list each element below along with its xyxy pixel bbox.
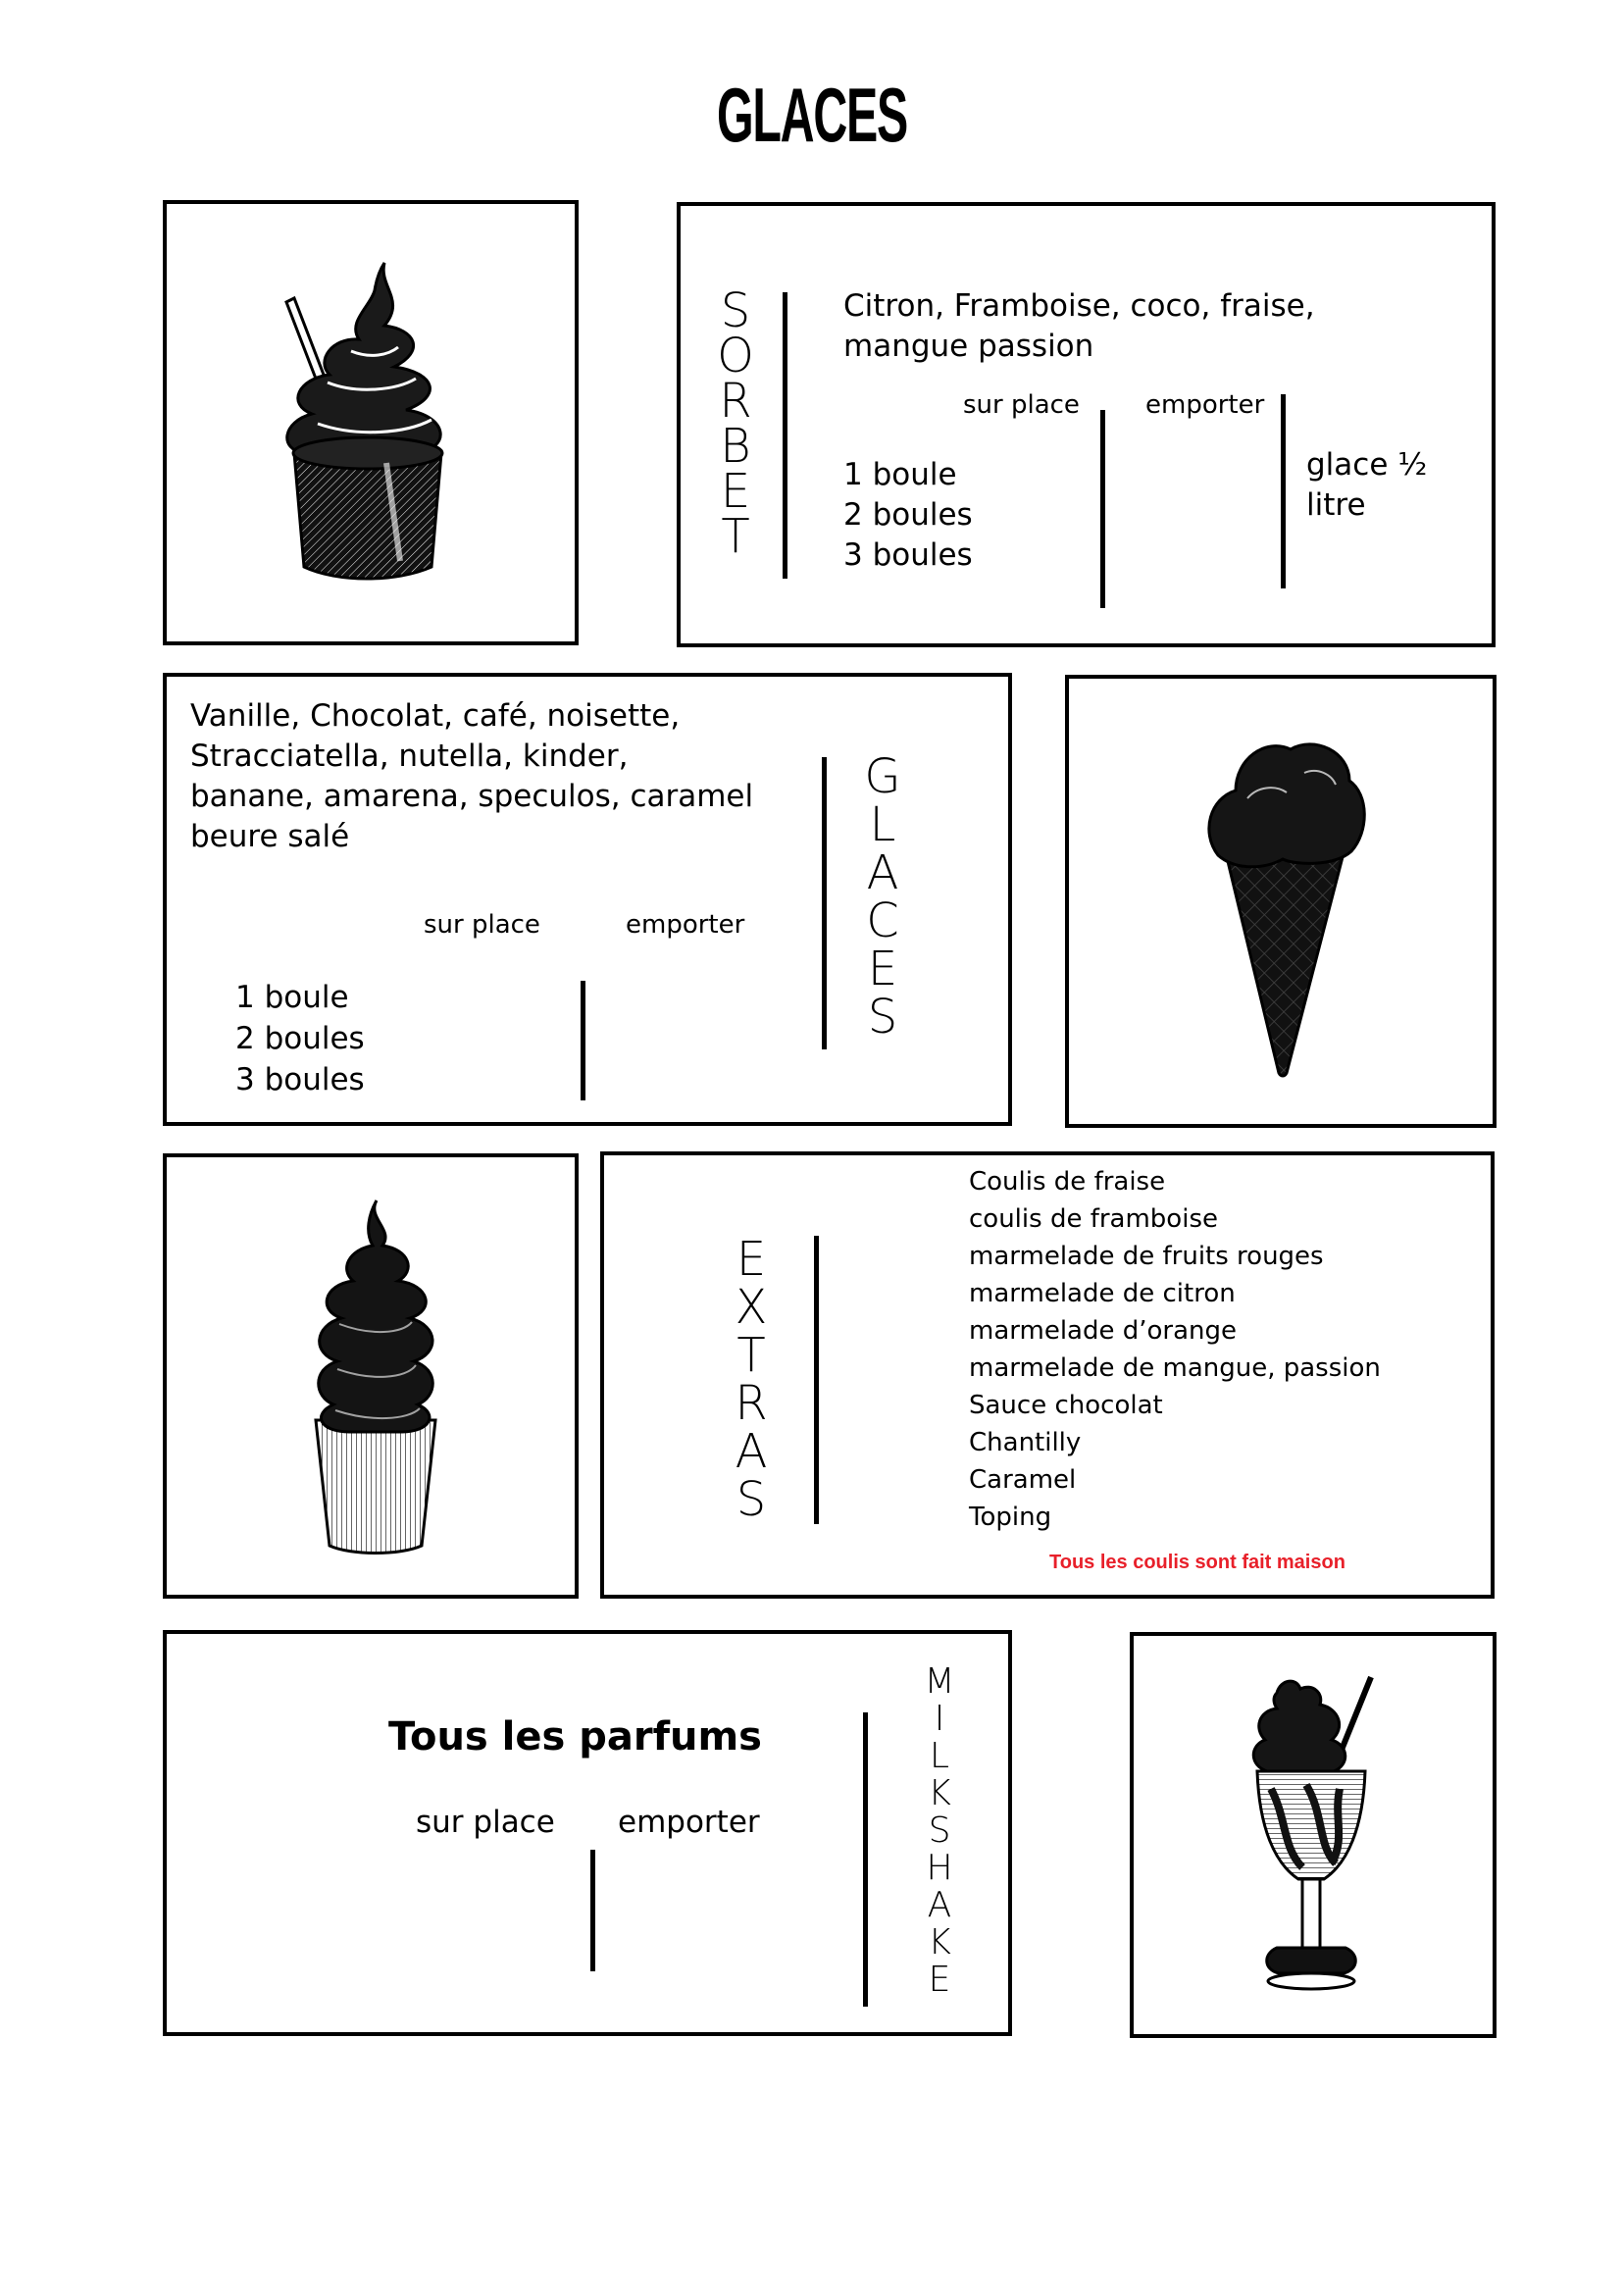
flavors-line: Vanille, Chocolat, café, noisette,: [190, 698, 681, 734]
sorbet-divider: [783, 292, 787, 579]
label-letter: T: [736, 1328, 766, 1383]
flavors-line: mangue passion: [843, 329, 1094, 364]
label-letter: K: [928, 1773, 951, 1813]
label-letter: E: [720, 464, 751, 519]
glaces-menu-box: [163, 673, 1012, 1126]
label-letter: E: [736, 1232, 767, 1287]
label-letter: A: [927, 1885, 952, 1925]
col-sur-place: sur place: [963, 390, 1080, 420]
milkshake-menu-box: [163, 1630, 1012, 2036]
label-letter: L: [869, 797, 896, 852]
size-item: 2 boules: [235, 1021, 365, 1056]
label-letter: C: [866, 893, 899, 948]
half-liter-label: glace ½ litre: [1306, 447, 1428, 523]
sorbet-illustration-box: [163, 200, 579, 645]
col-sur-place: sur place: [416, 1805, 555, 1840]
extras-item: coulis de framboise: [969, 1204, 1218, 1234]
milkshake-illustration-box: [1130, 1632, 1497, 2038]
extras-item: Coulis de fraise: [969, 1167, 1166, 1197]
extras-item: marmelade de fruits rouges: [969, 1242, 1324, 1271]
label-letter: G: [864, 749, 901, 804]
label-letter: S: [720, 283, 751, 338]
label-letter: O: [717, 329, 754, 383]
label-letter: B: [720, 419, 751, 474]
label-letter: A: [735, 1424, 768, 1479]
soft-serve-cup-icon: [269, 257, 465, 590]
label-letter: M: [924, 1661, 955, 1702]
size-item: 1 boule: [843, 457, 957, 492]
flavors-line: banane, amarena, speculos, caramel: [190, 779, 754, 814]
glaces-flavors: [190, 696, 753, 857]
col-sur-place: sur place: [424, 910, 540, 940]
swirl-cone-icon: [292, 1197, 459, 1559]
sorbet-menu-box: [677, 202, 1496, 647]
label-letter: S: [736, 1472, 767, 1527]
extras-item: Toping: [969, 1503, 1052, 1532]
flavors-line: Stracciatella, nutella, kinder,: [190, 739, 629, 774]
sorbet-sizes: [843, 455, 973, 576]
extras-divider: [814, 1236, 819, 1524]
extras-vertical-label: [728, 1232, 775, 1527]
extras-list: [969, 1163, 1381, 1536]
glaces-vertical-label: [857, 749, 908, 1045]
size-item: 2 boules: [843, 497, 973, 533]
label-letter: H: [926, 1848, 953, 1888]
label-letter: S: [867, 990, 898, 1045]
milkshake-heading: Tous les parfums: [388, 1714, 762, 1759]
price-divider: [1281, 394, 1286, 588]
size-item: 3 boules: [235, 1062, 365, 1097]
sorbet-vertical-label: [714, 283, 757, 564]
price-divider: [590, 1850, 595, 1971]
label-letter: A: [866, 845, 899, 900]
label-letter: R: [719, 374, 752, 429]
label-letter: R: [735, 1376, 768, 1431]
extras-item: Caramel: [969, 1465, 1077, 1495]
extras-item: marmelade de citron: [969, 1279, 1236, 1308]
label-letter: L: [929, 1736, 950, 1776]
extras-item: marmelade de mangue, passion: [969, 1353, 1381, 1383]
milkshake-glass-icon: [1238, 1671, 1385, 2005]
flavors-line: beure salé: [190, 819, 350, 854]
milkshake-divider: [863, 1712, 868, 2007]
size-item: 3 boules: [843, 537, 973, 573]
milkshake-vertical-label: [922, 1663, 957, 1999]
extras-menu-box: [600, 1151, 1495, 1599]
label-letter: E: [867, 942, 898, 996]
col-emporter: emporter: [626, 910, 745, 940]
extras-item: Chantilly: [969, 1428, 1082, 1457]
cone-illustration-box: [1065, 675, 1497, 1128]
col-emporter: emporter: [618, 1805, 760, 1840]
ice-cream-cone-icon: [1196, 730, 1373, 1083]
swirl-illustration-box: [163, 1153, 579, 1599]
label-letter: K: [928, 1922, 951, 1963]
flavors-line: Citron, Framboise, coco, fraise,: [843, 288, 1315, 324]
sorbet-flavors: [843, 286, 1315, 367]
col-emporter: emporter: [1145, 390, 1265, 420]
size-item: 1 boule: [235, 980, 349, 1015]
label-letter: T: [721, 509, 750, 564]
glaces-sizes: [235, 977, 365, 1100]
price-divider: [581, 981, 585, 1100]
extras-item: marmelade d’orange: [969, 1316, 1238, 1346]
extras-item: Sauce chocolat: [969, 1391, 1163, 1420]
label-letter: S: [928, 1810, 951, 1851]
label-letter: I: [934, 1699, 945, 1739]
homemade-note: Tous les coulis sont fait maison: [1049, 1552, 1345, 1573]
label-letter: X: [735, 1280, 768, 1335]
glaces-divider: [822, 757, 827, 1049]
page-title: GLACES: [716, 72, 908, 158]
label-letter: E: [928, 1960, 951, 2000]
price-divider: [1100, 410, 1105, 608]
